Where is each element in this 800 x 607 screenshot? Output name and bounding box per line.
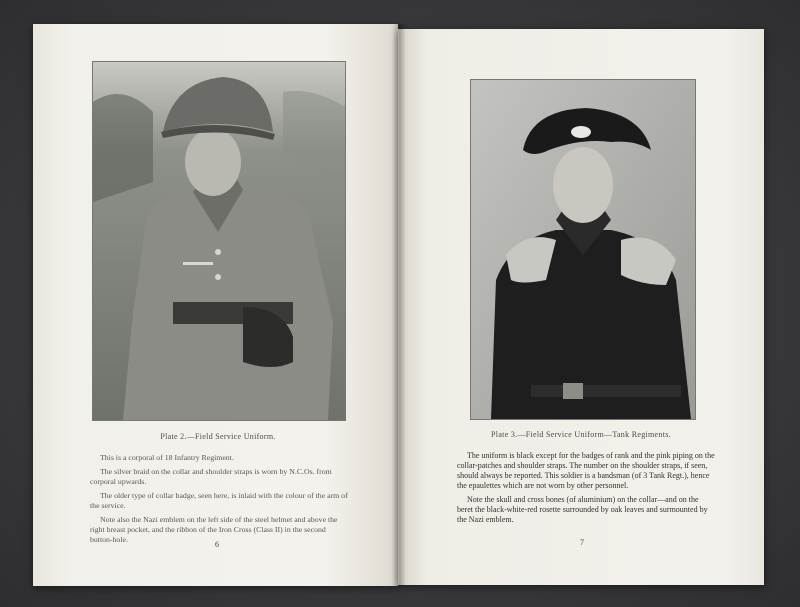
left-paragraph-2: The silver braid on the collar and shoulder straps is worn by N.C.Os. from corporal upwards. <box>90 467 332 486</box>
right-paragraph-1: The uniform is black except for the badges of rank and the pink piping on the collar-patches and shoulder straps. The number on the shoulder straps, if seen, should always be reported. This soldier is a bandsman (of 3 Tank Regt.), hence the epaulettes which are not worn by other personnel. <box>457 451 715 490</box>
left-body-text <box>90 453 350 549</box>
book-spine <box>392 24 406 586</box>
plate-3-caption: Plate 3.—Field Service Uniform—Tank Regiments. <box>491 430 671 439</box>
soldier-helmet-photo <box>92 61 346 421</box>
left-page-number: 6 <box>215 540 219 549</box>
right-body-text <box>457 451 715 529</box>
left-paragraph-1: This is a corporal of 18 Infantry Regiment. <box>100 453 234 462</box>
right-paragraph-2: Note the skull and cross bones (of aluminium) on the collar—and on the beret the black-white-red rosette surrounded by oak leaves and surmounted by the Nazi emblem. <box>457 495 708 524</box>
tank-soldier-photo <box>470 79 696 420</box>
left-paragraph-4: Note also the Nazi emblem on the left side of the steel helmet and above the right breast pocket, and the ribbon of the Iron Cross (Class II) in the second button-hole. <box>90 515 338 544</box>
right-page <box>398 29 764 585</box>
plate-2-caption: Plate 2.—Field Service Uniform. <box>160 432 276 441</box>
left-page <box>33 24 398 586</box>
right-page-number: 7 <box>580 538 584 547</box>
left-paragraph-3: The older type of collar badge, seen here, is inlaid with the colour of the arm of the service. <box>90 491 348 510</box>
